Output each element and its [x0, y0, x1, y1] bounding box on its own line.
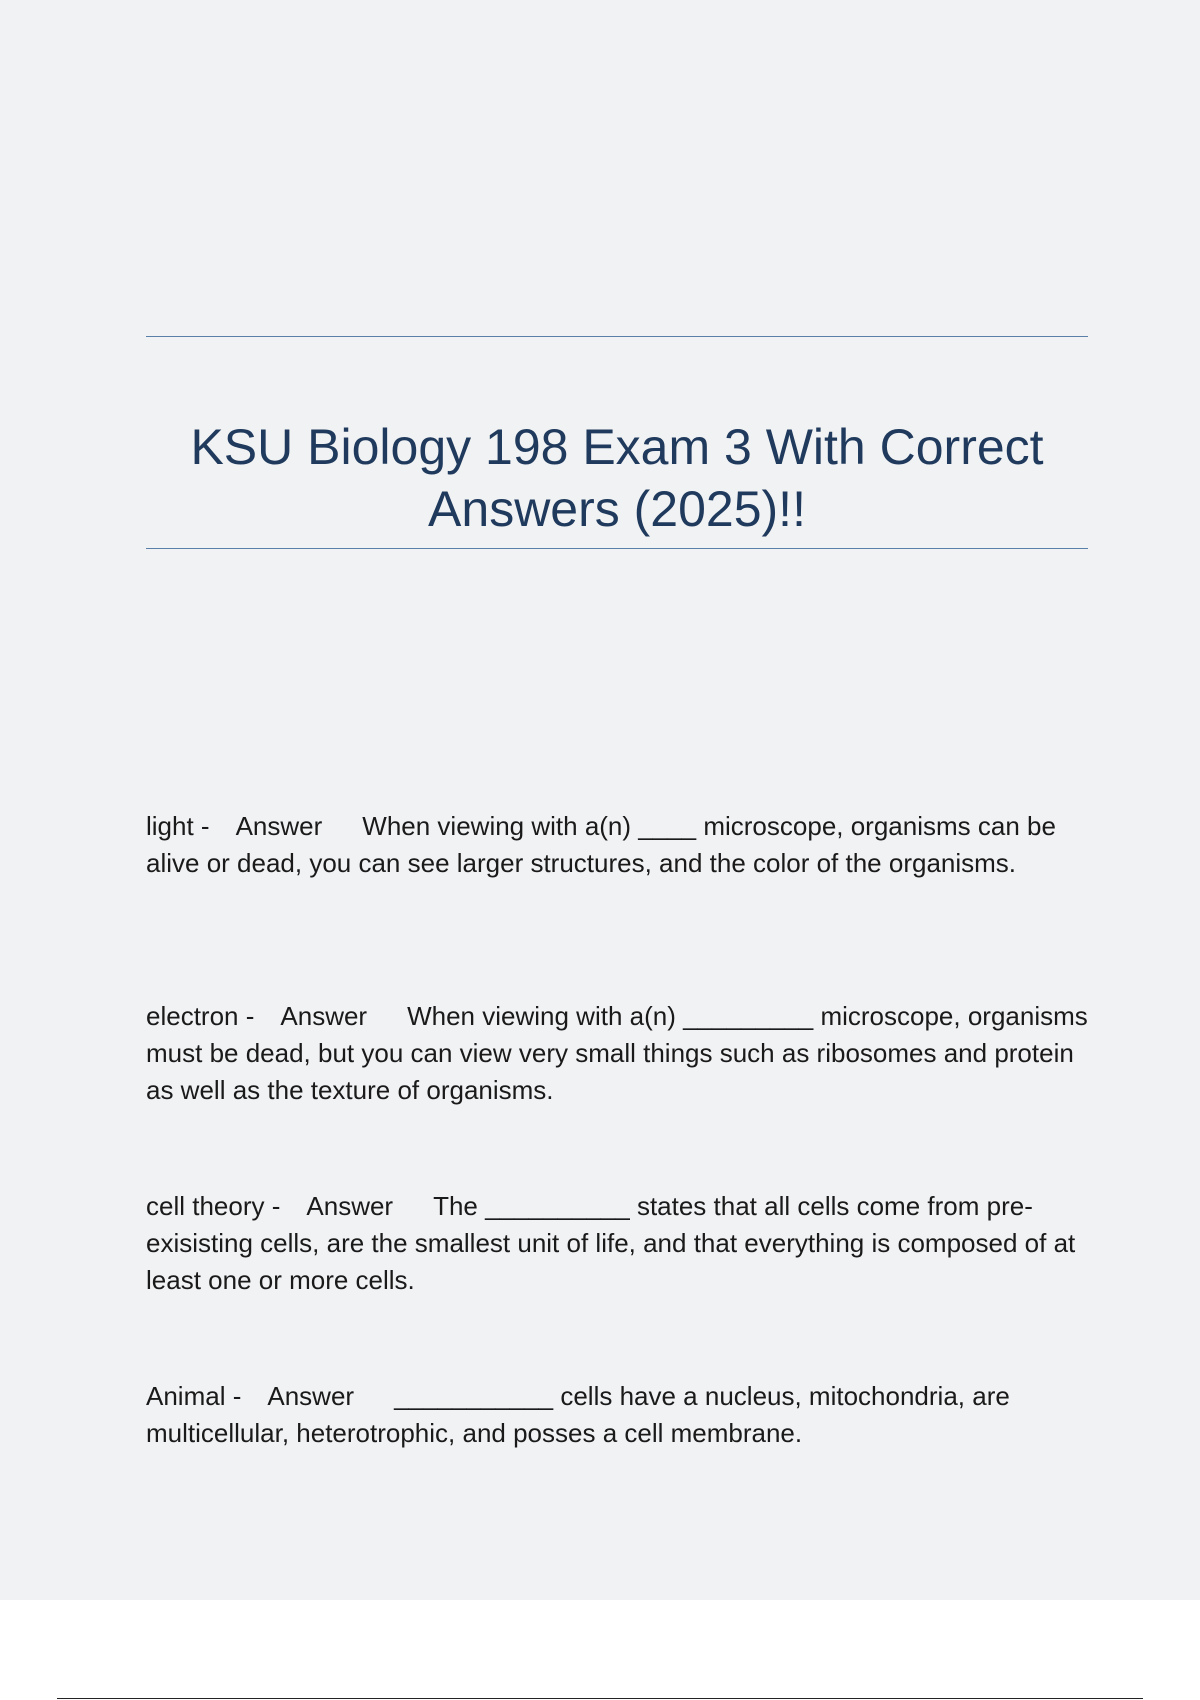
- flashcard: [146, 1188, 1106, 1299]
- card-definition: When viewing with a(n) _________ microscope, organisms must be dead, but you can view very small things such as ribosomes and protein as well as the texture of organisms.: [146, 1001, 1095, 1105]
- card-term: cell theory -: [146, 1191, 281, 1221]
- flashcard: [146, 1378, 1106, 1452]
- flashcard: [146, 998, 1106, 1109]
- card-definition: The __________ states that all cells come from pre-exisisting cells, are the smallest unit of life, and that everything is composed of at least one or more cells.: [146, 1191, 1083, 1295]
- next-page-top-rule: [57, 1698, 1143, 1699]
- card-definition: ___________ cells have a nucleus, mitochondria, are multicellular, heterotrophic, and posses a cell membrane.: [146, 1381, 1018, 1448]
- document-title: KSU Biology 198 Exam 3 With Correct Answers (2025)!!: [190, 419, 1044, 537]
- card-term: electron -: [146, 1001, 255, 1031]
- card-answer-label: Answer: [306, 1191, 394, 1221]
- card-term: Animal -: [146, 1381, 242, 1411]
- title-bottom-rule: [146, 548, 1088, 549]
- flashcard: [146, 808, 1106, 882]
- card-answer-label: Answer: [267, 1381, 355, 1411]
- title-top-rule: [146, 336, 1088, 337]
- card-term: light -: [146, 811, 210, 841]
- card-definition: When viewing with a(n) ____ microscope, organisms can be alive or dead, you can see larger structures, and the color of the organisms.: [146, 811, 1064, 878]
- card-answer-label: Answer: [235, 811, 323, 841]
- card-answer-label: Answer: [280, 1001, 368, 1031]
